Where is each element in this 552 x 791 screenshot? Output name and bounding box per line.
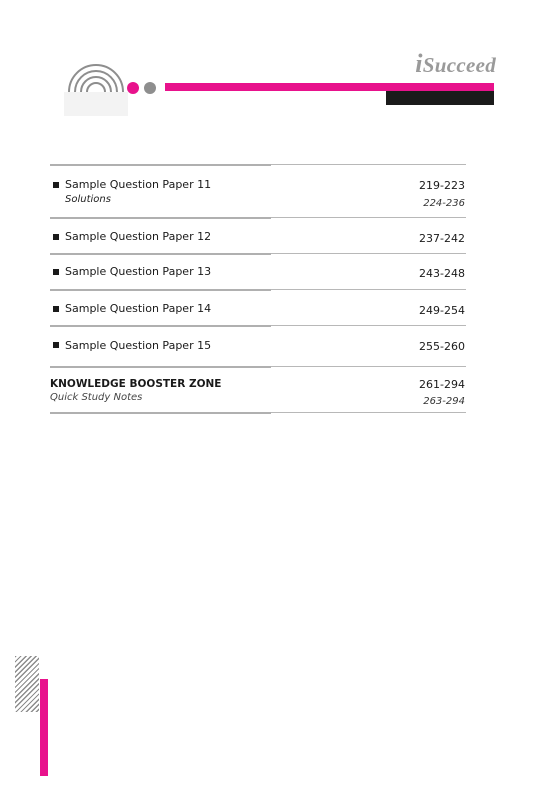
entry-pages: 237-242 [419, 232, 465, 245]
gray-dot [144, 82, 156, 94]
toc-entry[interactable] [50, 292, 466, 325]
toc-entry[interactable] [50, 256, 466, 289]
square-bullet-icon [53, 269, 59, 275]
entry-pages: 243-248 [419, 267, 465, 280]
side-pink-bar [40, 679, 48, 776]
square-bullet-icon [53, 182, 59, 188]
toc-section[interactable] [50, 369, 466, 412]
pink-dot [127, 82, 139, 94]
concentric-arcs-icon [64, 62, 128, 116]
square-bullet-icon [53, 342, 59, 348]
divider [50, 412, 466, 415]
entry-pages: 219-223 [419, 179, 465, 192]
entry-title: Sample Question Paper 14 [65, 302, 212, 315]
header-pink-bar [165, 83, 494, 91]
entry-title: Sample Question Paper 12 [65, 230, 212, 243]
entry-pages: 249-254 [419, 304, 465, 317]
section-subtitle: Quick Study Notes [50, 392, 143, 403]
header-black-bar [386, 91, 494, 105]
toc-entry[interactable] [50, 328, 466, 366]
brand-name: Succeed [422, 53, 496, 77]
toc-entry[interactable] [50, 220, 466, 253]
entry-subpages: 224-236 [423, 198, 465, 209]
hatched-decoration [15, 656, 39, 712]
entry-title: Sample Question Paper 11 [65, 178, 212, 191]
square-bullet-icon [53, 306, 59, 312]
entry-pages: 255-260 [419, 340, 465, 353]
table-of-contents [50, 164, 466, 415]
section-pages: 261-294 [419, 378, 465, 391]
section-title: KNOWLEDGE BOOSTER ZONE [50, 378, 222, 390]
square-bullet-icon [53, 234, 59, 240]
section-subpages: 263-294 [423, 396, 465, 407]
brand-logo [388, 49, 496, 79]
brand-prefix: i [415, 49, 423, 78]
toc-entry[interactable] [50, 167, 466, 217]
entry-title: Sample Question Paper 15 [65, 339, 212, 352]
entry-subtitle: Solutions [65, 194, 111, 205]
entry-title: Sample Question Paper 13 [65, 265, 212, 278]
